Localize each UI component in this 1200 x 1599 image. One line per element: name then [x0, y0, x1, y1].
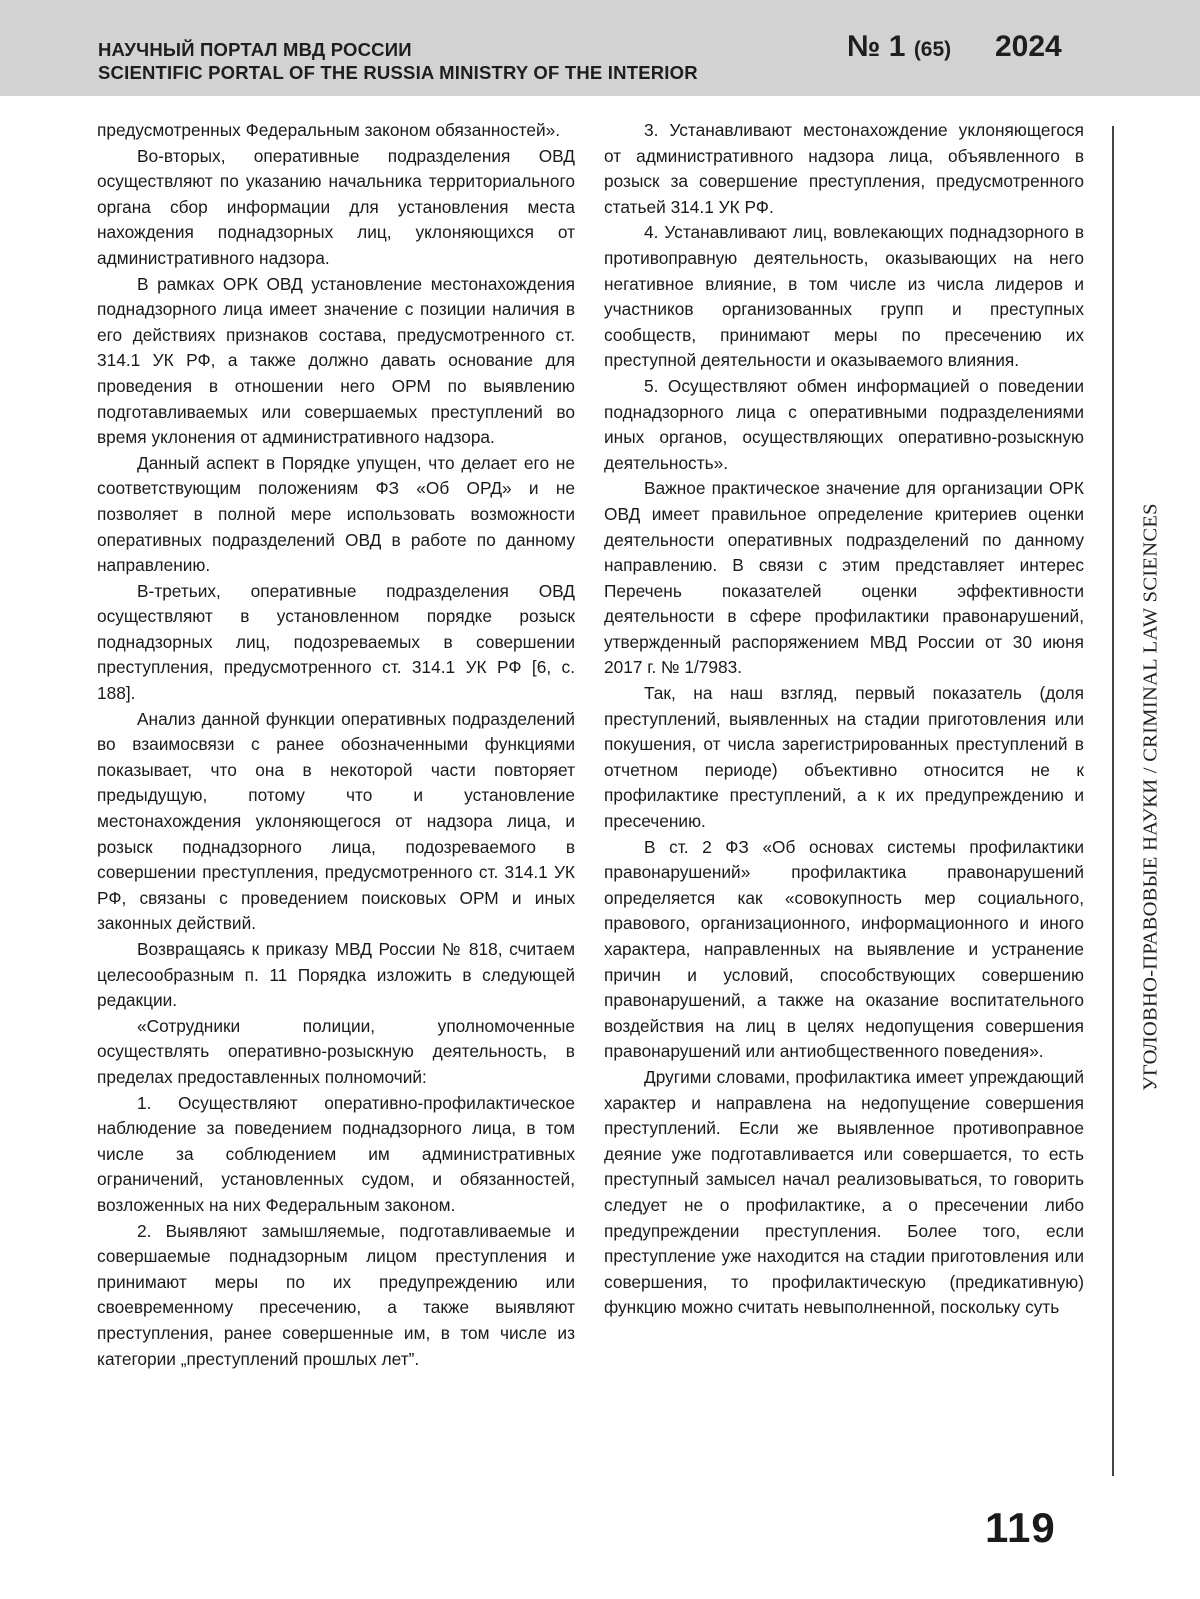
journal-title-ru: НАУЧНЫЙ ПОРТАЛ МВД РОССИИ [98, 39, 412, 60]
journal-title [98, 38, 698, 84]
paragraph: В рамках ОРК ОВД установление местонахождения поднадзорного лица имеет значение с позиции наличия в его действиях признаков состава, предусмотренного ст. 314.1 УК РФ, а также должно давать основание для проведения в отношении него ОРМ по выявлению подготавливаемых или совершаемых преступлений во время уклонения от административного надзора. [97, 273, 575, 448]
paragraph: Другими словами, профилактика имеет упреждающий характер и направлена на недопущение совершения преступлений. Если же выявленное противоправное деяние уже подготавливается или совершается, то есть преступный замысел начал реализовываться, то говорить следует не о профилактике, а о пресечении либо предупреждении преступления. Более того, если преступление уже находится на стадии приготовления или совершения, то профилактическую (предикативную) функцию можно считать невыполненной, поскольку суть [604, 1066, 1084, 1318]
paragraph: Так, на наш взгляд, первый показатель (доля преступлений, выявленных на стадии приготовления или покушения, от числа зарегистрированных преступлений в отчетном периоде) объективно относится не к профилактике преступлений, а к их предупреждению и пресечению. [604, 683, 1084, 832]
paragraph: 2. Выявляют замышляемые, подготавливаемые и совершаемые поднадзорным лицом преступления и принимают меры по их предупреждению или своевременному пресечению, а также выявляют преступления, ранее совершенные им, в том числе из категории „преступлений прошлых лет”. [97, 1220, 575, 1369]
paragraph: В ст. 2 ФЗ «Об основах системы профилактики правонарушений» профилактика правонарушений определяется как «совокупность мер социального, правового, организационного, информационного и иного характера, направленных на выявление и устранение причин и условий, способствующих совершению правонарушений, а также на оказание воспитательного воздействия на лиц в целях недопущения совершения правонарушений или антиобщественного поведения». [604, 836, 1084, 1062]
left-column [97, 118, 575, 1372]
paragraph: 1. Осуществляют оперативно-профилактическое наблюдение за поведением поднадзорного лица, в том числе за соблюдением им административных ограничений, установленных судом, и обязанностей, возложенных на них Федеральным законом. [97, 1092, 575, 1215]
issue-number [847, 30, 951, 64]
paragraph: 4. Устанавливают лиц, вовлекающих поднадзорного в противоправную деятельность, оказывающих на него негативное влияние, в том числе из числа лидеров и участников организованных групп и преступных сообществ, принимают меры по пресечению их преступной деятельности и оказываемого влияния. [604, 222, 1084, 371]
paragraph: предусмотренных Федеральным законом обязанностей». [97, 120, 561, 140]
paragraph: 5. Осуществляют обмен информацией о поведении поднадзорного лица с оперативными подразделениями иных органов, осуществляющих оперативно-розыскную деятельность». [604, 375, 1084, 473]
journal-header [0, 0, 1200, 96]
page-number: 119 [985, 1504, 1056, 1551]
issue-number-sub: (65) [913, 38, 952, 61]
paragraph: 3. Устанавливают местонахождение уклоняющегося от административного надзора лица, объявленного в розыск за совершение преступления, предусмотренного статьей 314.1 УК РФ. [604, 120, 1084, 217]
paragraph: Анализ данной функции оперативных подразделений во взаимосвязи с ранее обозначенными функциями показывает, что она в некоторой части повторяет предыдущую, потому что и установление местонахождения уклоняющегося от надзора лица, и розыск поднадзорного лица, подозреваемого в совершении преступления, предусмотренного ст. 314.1 УК РФ, связаны с проведением поисковых ОРМ и иных законных действий. [97, 708, 575, 934]
issue-year: 2024 [995, 30, 1062, 63]
paragraph: Важное практическое значение для организации ОРК ОВД имеет правильное определение критериев оценки деятельности оперативных подразделений по данному направлению. В связи с этим представляет интерес Перечень показателей оценки эффективности деятельности в сфере профилактики правонарушений, утвержденный распоряжением МВД России от 30 июня 2017 г. № 1/7983. [604, 478, 1084, 678]
right-column [604, 118, 1084, 1321]
paragraph: Возвращаясь к приказу МВД России № 818, считаем целесообразным п. 11 Порядка изложить в следующей редакции. [97, 939, 575, 1011]
issue-number-main: № 1 [847, 30, 906, 63]
paragraph: Во-вторых, оперативные подразделения ОВД осуществляют по указанию начальника территориального органа сбор информации для установления места нахождения поднадзорных лиц, уклоняющихся от административного надзора. [97, 145, 575, 268]
vertical-rule [1112, 126, 1114, 1476]
paragraph: Данный аспект в Порядке упущен, что делает его не соответствующим положениям ФЗ «Об ОРД» и не позволяет в полной мере использовать возможности оперативных подразделений ОВД в работе по данному направлению. [97, 452, 575, 576]
section-title-vertical: УГОЛОВНО-ПРАВОВЫЕ НАУКИ / CRIMINAL LAW SCIENCES [1139, 503, 1162, 1091]
paragraph: В-третьих, оперативные подразделения ОВД осуществляют в установленном порядке розыск поднадзорных лиц, подозреваемых в совершении преступления, предусмотренного ст. 314.1 УК РФ [6, с. 188]. [97, 580, 575, 704]
journal-title-en: SCIENTIFIC PORTAL OF THE RUSSIA MINISTRY OF THE INTERIOR [98, 62, 698, 83]
paragraph: «Сотрудники полиции, уполномоченные осуществлять оперативно-розыскную деятельность, в пределах предоставленных полномочий: [97, 1015, 575, 1087]
